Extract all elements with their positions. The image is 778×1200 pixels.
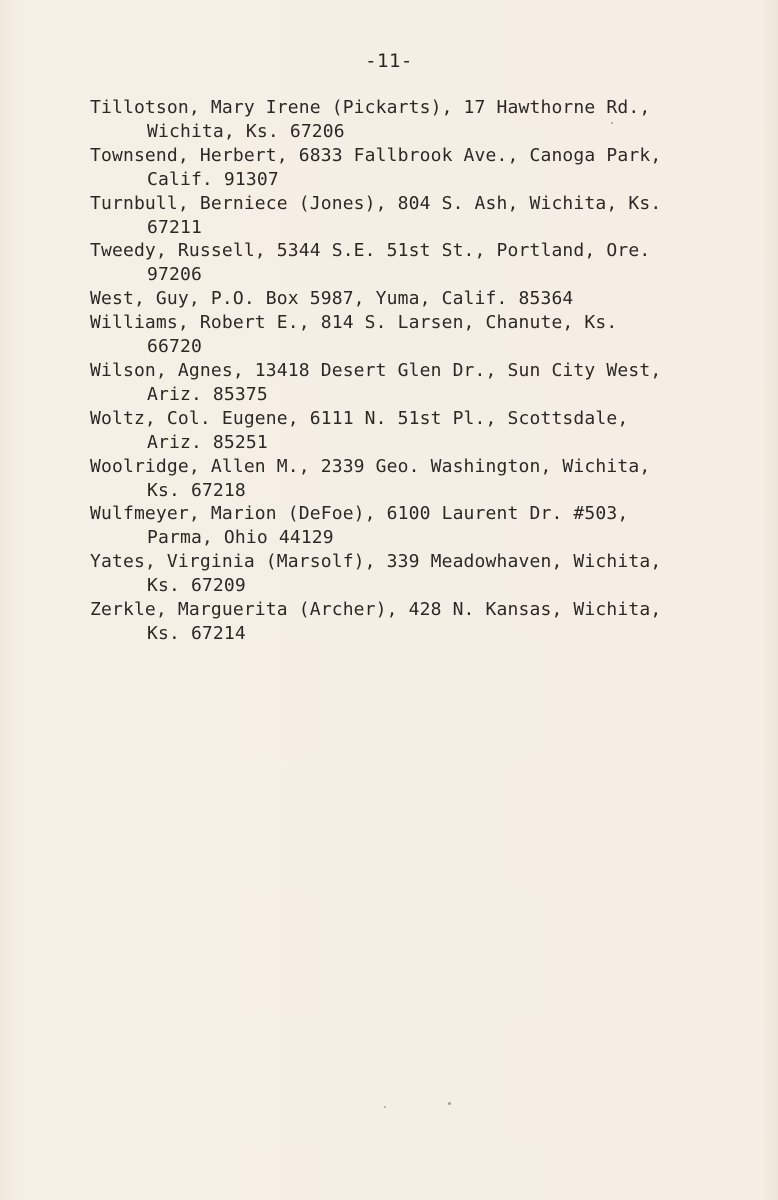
entry-continuation-line: Ariz. 85375 bbox=[147, 383, 268, 405]
list-item bbox=[90, 550, 750, 598]
entry-name-line: Yates, Virginia (Marsolf), 339 Meadowhaven, Wichita, bbox=[90, 551, 662, 573]
entry-continuation-line: Ks. 67209 bbox=[147, 575, 246, 597]
list-item bbox=[90, 239, 750, 287]
paper-speck bbox=[448, 1102, 451, 1105]
entry-continuation-line: 97206 bbox=[147, 264, 202, 286]
entry-name-line: West, Guy, P.O. Box 5987, Yuma, Calif. 85364 bbox=[90, 288, 574, 310]
entry-continuation-line: Ks. 67218 bbox=[147, 479, 246, 501]
address-list bbox=[90, 96, 750, 646]
list-item bbox=[90, 192, 750, 240]
entry-continuation-line: Parma, Ohio 44129 bbox=[147, 527, 334, 549]
entry-continuation-line: Calif. 91307 bbox=[147, 168, 279, 190]
list-item bbox=[90, 502, 750, 550]
entry-continuation-line: Ariz. 85251 bbox=[147, 431, 268, 453]
entry-name-line: Wulfmeyer, Marion (DeFoe), 6100 Laurent Dr. #503, bbox=[90, 503, 629, 525]
entry-continuation-line: Ks. 67214 bbox=[147, 622, 246, 644]
list-item bbox=[90, 359, 750, 407]
entry-name-line: Wilson, Agnes, 13418 Desert Glen Dr., Sun City West, bbox=[90, 359, 662, 381]
entry-name-line: Zerkle, Marguerita (Archer), 428 N. Kansas, Wichita, bbox=[90, 599, 662, 621]
entry-name-line: Woolridge, Allen M., 2339 Geo. Washington, Wichita, bbox=[90, 455, 651, 477]
entry-name-line: Turnbull, Berniece (Jones), 804 S. Ash, Wichita, Ks. bbox=[90, 192, 662, 214]
entry-name-line: Woltz, Col. Eugene, 6111 N. 51st Pl., Scottsdale, bbox=[90, 407, 629, 429]
entry-name-line: Tillotson, Mary Irene (Pickarts), 17 Hawthorne Rd., bbox=[90, 97, 651, 118]
paper-speck bbox=[384, 1106, 386, 1108]
list-item bbox=[90, 455, 750, 503]
list-item bbox=[90, 144, 750, 192]
paper-speck bbox=[611, 122, 613, 124]
entry-name-line: Tweedy, Russell, 5344 S.E. 51st St., Portland, Ore. bbox=[90, 240, 651, 262]
list-item bbox=[90, 287, 750, 311]
entry-continuation-line: 66720 bbox=[147, 336, 202, 358]
list-item bbox=[90, 598, 750, 646]
entry-name-line: Townsend, Herbert, 6833 Fallbrook Ave., Canoga Park, bbox=[90, 144, 662, 166]
page-number: -11- bbox=[365, 50, 413, 72]
entry-name-line: Williams, Robert E., 814 S. Larsen, Chanute, Ks. bbox=[90, 312, 618, 334]
list-item bbox=[90, 311, 750, 359]
entry-continuation-line: 67211 bbox=[147, 216, 202, 238]
list-item bbox=[90, 96, 750, 144]
entry-continuation-line: Wichita, Ks. 67206 bbox=[147, 120, 345, 142]
list-item bbox=[90, 407, 750, 455]
